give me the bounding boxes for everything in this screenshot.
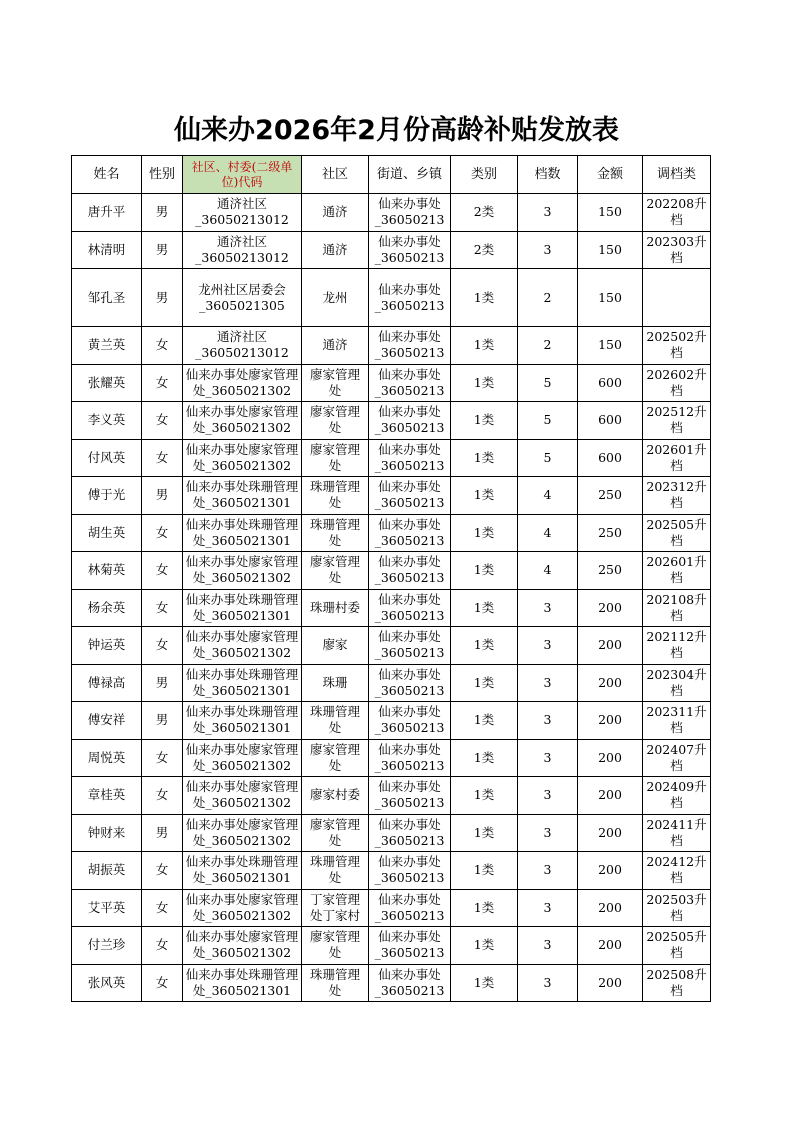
cell-level: 5 [518,439,578,477]
cell-adjust: 202312升档 [643,477,711,515]
cell-name: 张耀英 [72,364,142,402]
cell-amount: 600 [578,402,643,440]
cell-level: 4 [518,514,578,552]
cell-name: 邹孔圣 [72,269,142,327]
cell-adjust: 202112升档 [643,627,711,665]
cell-code: 仙来办事处廖家管理处_3605021302 [183,814,302,852]
cell-community: 廖家村委 [302,777,369,815]
cell-name: 钟财来 [72,814,142,852]
cell-category: 1类 [451,964,518,1002]
cell-street: 仙来办事处_36050213 [369,852,451,890]
cell-amount: 200 [578,589,643,627]
cell-name: 付风英 [72,439,142,477]
cell-amount: 200 [578,627,643,665]
cell-amount: 150 [578,269,643,327]
cell-gender: 女 [142,852,183,890]
cell-adjust: 202412升档 [643,852,711,890]
cell-category: 1类 [451,702,518,740]
cell-code: 通济社区_36050213012 [183,194,302,232]
cell-category: 1类 [451,814,518,852]
cell-code: 仙来办事处廖家管理处_3605021302 [183,739,302,777]
cell-community: 通济 [302,194,369,232]
cell-level: 3 [518,852,578,890]
cell-street: 仙来办事处_36050213 [369,477,451,515]
cell-community: 廖家管理处 [302,739,369,777]
cell-gender: 女 [142,589,183,627]
cell-name: 李义英 [72,402,142,440]
cell-street: 仙来办事处_36050213 [369,364,451,402]
cell-category: 1类 [451,552,518,590]
cell-level: 3 [518,964,578,1002]
cell-code: 仙来办事处廖家管理处_3605021302 [183,402,302,440]
cell-name: 周悦英 [72,739,142,777]
cell-community: 廖家管理处 [302,364,369,402]
table-row [72,739,711,777]
cell-amount: 200 [578,852,643,890]
cell-level: 3 [518,889,578,927]
cell-adjust: 202311升档 [643,702,711,740]
cell-category: 1类 [451,852,518,890]
cell-adjust: 202602升档 [643,364,711,402]
cell-amount: 200 [578,664,643,702]
table-row [72,964,711,1002]
cell-code: 仙来办事处廖家管理处_3605021302 [183,927,302,965]
cell-street: 仙来办事处_36050213 [369,269,451,327]
cell-gender: 女 [142,439,183,477]
cell-gender: 男 [142,477,183,515]
cell-community: 珠珊管理处 [302,477,369,515]
cell-gender: 女 [142,927,183,965]
cell-level: 3 [518,814,578,852]
table-row [72,514,711,552]
cell-community: 廖家管理处 [302,927,369,965]
cell-name: 胡振英 [72,852,142,890]
cell-name: 林清明 [72,231,142,269]
table-row [72,664,711,702]
cell-category: 2类 [451,194,518,232]
cell-community: 珠珊管理处 [302,514,369,552]
cell-category: 1类 [451,364,518,402]
cell-level: 3 [518,194,578,232]
col-header-adjust: 调档类 [643,156,711,194]
cell-community: 珠珊 [302,664,369,702]
cell-level: 3 [518,702,578,740]
table-row [72,327,711,365]
cell-amount: 200 [578,927,643,965]
cell-category: 2类 [451,231,518,269]
cell-street: 仙来办事处_36050213 [369,514,451,552]
cell-code: 仙来办事处廖家管理处_3605021302 [183,364,302,402]
cell-gender: 男 [142,814,183,852]
cell-amount: 200 [578,739,643,777]
cell-gender: 女 [142,889,183,927]
cell-level: 3 [518,589,578,627]
cell-name: 付兰珍 [72,927,142,965]
table-row [72,439,711,477]
cell-level: 5 [518,402,578,440]
cell-gender: 男 [142,231,183,269]
table-row [72,364,711,402]
cell-adjust: 202502升档 [643,327,711,365]
cell-code: 通济社区_36050213012 [183,231,302,269]
cell-adjust: 202407升档 [643,739,711,777]
cell-adjust: 202108升档 [643,589,711,627]
cell-adjust: 202503升档 [643,889,711,927]
cell-amount: 150 [578,231,643,269]
cell-street: 仙来办事处_36050213 [369,777,451,815]
table-row [72,627,711,665]
cell-street: 仙来办事处_36050213 [369,739,451,777]
table-row [72,702,711,740]
col-header-community: 社区 [302,156,369,194]
cell-gender: 男 [142,194,183,232]
cell-category: 1类 [451,477,518,515]
cell-street: 仙来办事处_36050213 [369,552,451,590]
cell-code: 仙来办事处珠珊管理处_3605021301 [183,964,302,1002]
col-header-level: 档数 [518,156,578,194]
table-row [72,194,711,232]
cell-community: 廖家 [302,627,369,665]
cell-community: 龙州 [302,269,369,327]
cell-adjust: 202411升档 [643,814,711,852]
cell-code: 仙来办事处珠珊管理处_3605021301 [183,514,302,552]
col-header-code: 社区、村委(二级单位)代码 [183,156,302,194]
cell-level: 3 [518,777,578,815]
cell-gender: 女 [142,739,183,777]
cell-gender: 女 [142,514,183,552]
table-row [72,777,711,815]
cell-street: 仙来办事处_36050213 [369,589,451,627]
cell-level: 4 [518,477,578,515]
cell-name: 傅于光 [72,477,142,515]
table-row [72,814,711,852]
cell-community: 廖家管理处 [302,814,369,852]
cell-amount: 250 [578,552,643,590]
cell-amount: 250 [578,477,643,515]
cell-category: 1类 [451,269,518,327]
cell-community: 通济 [302,327,369,365]
cell-code: 仙来办事处珠珊管理处_3605021301 [183,477,302,515]
col-header-name: 姓名 [72,156,142,194]
cell-adjust: 202512升档 [643,402,711,440]
cell-code: 龙州社区居委会_3605021305 [183,269,302,327]
cell-code: 仙来办事处廖家管理处_3605021302 [183,439,302,477]
cell-community: 廖家管理处 [302,402,369,440]
cell-amount: 200 [578,702,643,740]
cell-adjust: 202505升档 [643,514,711,552]
cell-adjust: 202601升档 [643,439,711,477]
col-header-gender: 性别 [142,156,183,194]
cell-amount: 150 [578,327,643,365]
cell-street: 仙来办事处_36050213 [369,439,451,477]
cell-category: 1类 [451,514,518,552]
cell-name: 傅安祥 [72,702,142,740]
table-row [72,477,711,515]
table-row [72,402,711,440]
subsidy-table [71,155,711,1002]
col-header-amount: 金额 [578,156,643,194]
cell-level: 3 [518,231,578,269]
cell-level: 2 [518,269,578,327]
cell-level: 3 [518,627,578,665]
cell-adjust: 202505升档 [643,927,711,965]
cell-community: 珠珊村委 [302,589,369,627]
cell-category: 1类 [451,739,518,777]
cell-street: 仙来办事处_36050213 [369,327,451,365]
cell-code: 仙来办事处廖家管理处_3605021302 [183,627,302,665]
cell-category: 1类 [451,439,518,477]
cell-gender: 女 [142,364,183,402]
cell-gender: 女 [142,777,183,815]
table-row [72,889,711,927]
cell-category: 1类 [451,627,518,665]
cell-level: 2 [518,327,578,365]
cell-name: 钟运英 [72,627,142,665]
cell-community: 珠珊管理处 [302,964,369,1002]
col-header-street: 街道、乡镇 [369,156,451,194]
cell-code: 仙来办事处廖家管理处_3605021302 [183,889,302,927]
cell-street: 仙来办事处_36050213 [369,194,451,232]
table-row [72,552,711,590]
cell-community: 珠珊管理处 [302,852,369,890]
table-row [72,269,711,327]
table-row [72,231,711,269]
cell-name: 黄兰英 [72,327,142,365]
cell-street: 仙来办事处_36050213 [369,231,451,269]
cell-category: 1类 [451,664,518,702]
cell-amount: 200 [578,777,643,815]
cell-street: 仙来办事处_36050213 [369,627,451,665]
cell-code: 仙来办事处廖家管理处_3605021302 [183,552,302,590]
cell-street: 仙来办事处_36050213 [369,402,451,440]
cell-community: 珠珊管理处 [302,702,369,740]
cell-name: 唐升平 [72,194,142,232]
cell-code: 仙来办事处廖家管理处_3605021302 [183,777,302,815]
cell-street: 仙来办事处_36050213 [369,964,451,1002]
cell-gender: 女 [142,552,183,590]
cell-code: 仙来办事处珠珊管理处_3605021301 [183,664,302,702]
cell-community: 廖家管理处 [302,439,369,477]
cell-gender: 女 [142,327,183,365]
cell-name: 傅禄高 [72,664,142,702]
cell-category: 1类 [451,777,518,815]
cell-street: 仙来办事处_36050213 [369,889,451,927]
cell-level: 3 [518,664,578,702]
cell-name: 胡生英 [72,514,142,552]
page-title: 仙来办2026年2月份高龄补贴发放表 [174,115,619,146]
cell-amount: 200 [578,964,643,1002]
cell-amount: 150 [578,194,643,232]
cell-adjust [643,269,711,327]
cell-amount: 200 [578,889,643,927]
cell-gender: 男 [142,664,183,702]
cell-adjust: 202508升档 [643,964,711,1002]
cell-street: 仙来办事处_36050213 [369,814,451,852]
cell-level: 4 [518,552,578,590]
cell-name: 章桂英 [72,777,142,815]
cell-street: 仙来办事处_36050213 [369,702,451,740]
cell-category: 1类 [451,327,518,365]
cell-name: 林菊英 [72,552,142,590]
cell-category: 1类 [451,889,518,927]
cell-level: 5 [518,364,578,402]
cell-category: 1类 [451,927,518,965]
cell-code: 仙来办事处珠珊管理处_3605021301 [183,589,302,627]
cell-street: 仙来办事处_36050213 [369,927,451,965]
cell-adjust: 202409升档 [643,777,711,815]
cell-community: 廖家管理处 [302,552,369,590]
cell-adjust: 202601升档 [643,552,711,590]
cell-gender: 女 [142,964,183,1002]
cell-code: 仙来办事处珠珊管理处_3605021301 [183,852,302,890]
cell-amount: 250 [578,514,643,552]
table-row [72,589,711,627]
cell-name: 艾平英 [72,889,142,927]
cell-code: 仙来办事处珠珊管理处_3605021301 [183,702,302,740]
col-header-category: 类别 [451,156,518,194]
cell-level: 3 [518,739,578,777]
cell-amount: 200 [578,814,643,852]
cell-code: 通济社区_36050213012 [183,327,302,365]
cell-street: 仙来办事处_36050213 [369,664,451,702]
cell-adjust: 202303升档 [643,231,711,269]
cell-amount: 600 [578,439,643,477]
cell-gender: 男 [142,269,183,327]
cell-name: 杨余英 [72,589,142,627]
cell-adjust: 202208升档 [643,194,711,232]
cell-amount: 600 [578,364,643,402]
cell-community: 通济 [302,231,369,269]
cell-adjust: 202304升档 [643,664,711,702]
header-row [72,156,711,194]
cell-category: 1类 [451,402,518,440]
table-row [72,852,711,890]
table-row [72,927,711,965]
cell-community: 丁家管理处丁家村 [302,889,369,927]
cell-level: 3 [518,927,578,965]
cell-name: 张风英 [72,964,142,1002]
cell-gender: 女 [142,402,183,440]
cell-gender: 男 [142,702,183,740]
cell-gender: 女 [142,627,183,665]
cell-category: 1类 [451,589,518,627]
